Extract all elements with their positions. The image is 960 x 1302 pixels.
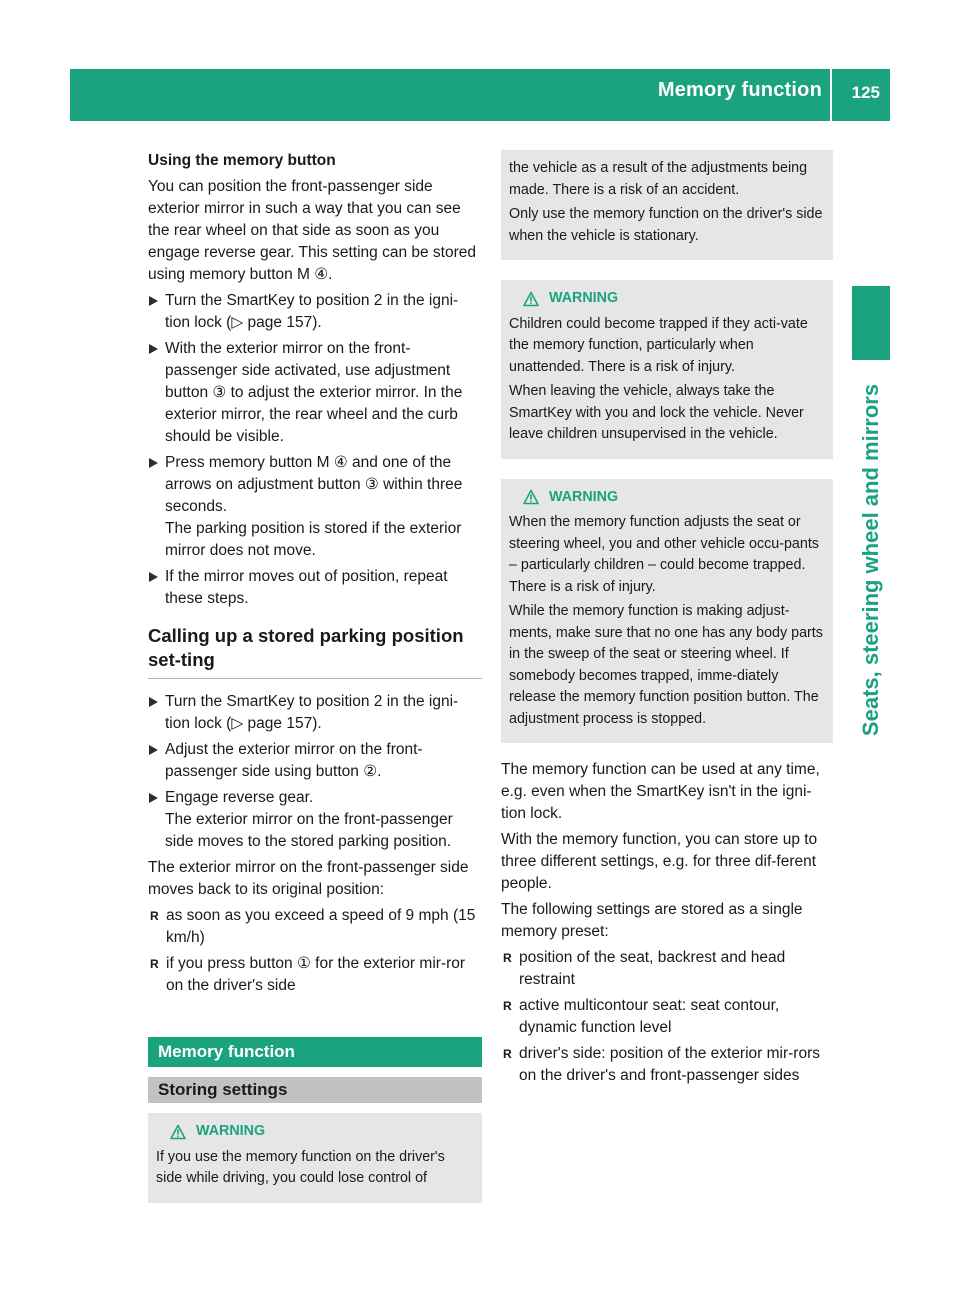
header-divider (830, 69, 832, 121)
section-title-calling-parking-position: Calling up a stored parking position set-ting (148, 624, 482, 679)
step-item (148, 452, 482, 562)
step-item (148, 566, 482, 610)
warning-box (148, 1113, 482, 1203)
section-bar-memory-function: Memory function (148, 1037, 482, 1067)
step-item (148, 691, 482, 735)
warning-text: Children could become trapped if they acti-vate the memory function, particularly when unattended. There is a risk of injury. (509, 315, 808, 375)
bullet-item (148, 953, 482, 997)
warning-label: WARNING (549, 290, 619, 306)
page-header-title: Memory function (657, 79, 822, 101)
chapter-tab-block (852, 286, 890, 360)
bullet-item (501, 1043, 833, 1087)
header-bar (70, 69, 890, 121)
warning-label: WARNING (196, 1123, 266, 1139)
step-text: Turn the SmartKey to position 2 in the igni-tion lock (▷ page 157). (165, 292, 459, 331)
bullet-text: if you press button ① for the exterior mir-ror on the driver's side (166, 955, 466, 994)
warning-triangle-icon (170, 1124, 186, 1140)
step-text: With the exterior mirror on the front-passenger side activated, use adjustment button ③ to adjust the exterior mirror. In the exterior mirror, the rear wheel and the curb should be visible. (165, 340, 463, 445)
body-paragraph: The memory function can be used at any time, e.g. even when the SmartKey isn't in the igni-tion lock. (501, 761, 820, 822)
warning-text: While the memory function is making adjust-ments, make sure that no one has any body parts in the sweep of the seat or steering wheel. If somebody becomes trapped, imme-diately release the memory function position button. The adjustment process is stopped. (509, 603, 823, 727)
bullet-text: as soon as you exceed a speed of 9 mph (15 km/h) (166, 907, 476, 946)
body-section (501, 759, 833, 1087)
step-text: Press memory button M ④ and one of the arrows on adjustment button ③ within three seconds. (165, 454, 463, 515)
bullet-item (501, 995, 833, 1039)
body-paragraph: With the memory function, you can store up to three different settings, e.g. for three dif-ferent people. (501, 831, 818, 892)
body-paragraph: The exterior mirror on the front-passenger side moves back to its original position: (148, 859, 469, 898)
bullet-text: active multicontour seat: seat contour, dynamic function level (519, 997, 780, 1036)
bullet-item (501, 947, 833, 991)
bullet-text: position of the seat, backrest and head restraint (519, 949, 786, 988)
warning-triangle-icon (523, 489, 539, 505)
intro-paragraph: You can position the front-passenger side exterior mirror in such a way that you can see the rear wheel on that side as soon as you engage reverse gear. This setting can be stored using memory button M ④. (148, 178, 477, 283)
bullet-item (148, 905, 482, 949)
page-number: 125 (851, 83, 880, 102)
step-text: Turn the SmartKey to position 2 in the igni-tion lock (▷ page 157). (165, 693, 459, 732)
warning-heading (509, 288, 825, 310)
warning-heading (509, 487, 825, 509)
step-text: Adjust the exterior mirror on the front-passenger side using button ②. (165, 741, 423, 780)
right-column (501, 150, 833, 1091)
warning-text: When leaving the vehicle, always take the SmartKey with you and lock the vehicle. Never leave children unsupervised in the vehicle. (509, 383, 804, 442)
bullet-text: driver's side: position of the exterior mir-rors on the driver's and front-passenger sides (519, 1045, 821, 1084)
step-item (148, 290, 482, 334)
left-column (148, 150, 482, 1203)
warning-box-continued (501, 150, 833, 260)
step-text: Engage reverse gear. (165, 789, 314, 806)
step-result-text: The parking position is stored if the exterior mirror does not move. (165, 520, 462, 559)
warning-heading (156, 1121, 474, 1143)
step-item (148, 787, 482, 853)
chapter-side-label: Seats, steering wheel and mirrors (858, 383, 883, 737)
warning-triangle-icon (523, 291, 539, 307)
warning-text: When the memory function adjusts the seat or steering wheel, you and other vehicle occu-pants – particularly children – could become trapped. There is a risk of injury. (509, 514, 819, 595)
body-paragraph: The following settings are stored as a single memory preset: (501, 901, 803, 940)
warning-box (501, 479, 833, 744)
warning-text: Only use the memory function on the driver's side when the vehicle is stationary. (509, 206, 823, 244)
warning-text: If you use the memory function on the driver's side while driving, you could lose control of (156, 1148, 445, 1186)
step-item (148, 338, 482, 448)
section-title-memory-button: Using the memory button (148, 152, 336, 169)
warning-text: the vehicle as a result of the adjustments being made. There is a risk of an accident. (509, 160, 808, 198)
warning-label: WARNING (549, 488, 619, 505)
subsection-bar-storing-settings: Storing settings (148, 1077, 482, 1103)
step-text: If the mirror moves out of position, repeat these steps. (165, 568, 448, 607)
warning-box (501, 280, 833, 459)
step-item (148, 739, 482, 783)
step-result-text: The exterior mirror on the front-passenger side moves to the stored parking position. (165, 811, 453, 850)
